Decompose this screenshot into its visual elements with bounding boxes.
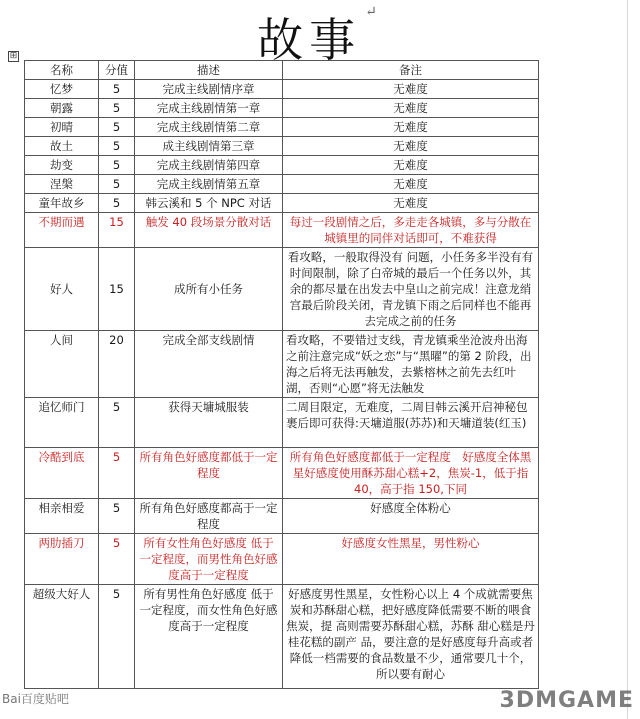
cell-score: 20 — [99, 331, 135, 398]
cell-desc: 完成主线剧情第一章 — [135, 99, 283, 118]
table-move-handle-icon[interactable]: ⊞ — [9, 51, 18, 61]
table-body — [25, 61, 539, 689]
cell-score: 5 — [99, 398, 135, 448]
cell-desc: 所有角色好感度都低于一定程度 — [135, 448, 283, 499]
cell-desc: 成主线剧情第三章 — [135, 137, 283, 156]
cell-score: 5 — [99, 585, 135, 689]
achievement-table — [24, 60, 539, 689]
cell-name: 朝露 — [25, 99, 99, 118]
title-text: 故事 — [257, 13, 362, 67]
cell-note: 无难度 — [283, 99, 539, 118]
cell-score: 5 — [99, 175, 135, 194]
cell-desc: 完成全部支线剧情 — [135, 331, 283, 398]
table-row — [25, 80, 539, 99]
cell-note: 无难度 — [283, 156, 539, 175]
cell-note: 无难度 — [283, 194, 539, 213]
cell-name: 相亲相爱 — [25, 499, 99, 534]
cell-name: 追忆师门 — [25, 398, 99, 448]
table-row — [25, 194, 539, 213]
cell-name: 劫变 — [25, 156, 99, 175]
cell-note: 无难度 — [283, 137, 539, 156]
cell-desc: 完成主线剧情序章 — [135, 80, 283, 99]
cell-desc: 完成主线剧情第五章 — [135, 175, 283, 194]
cell-score: 5 — [99, 448, 135, 499]
cell-score: 5 — [99, 137, 135, 156]
cell-note: 无难度 — [283, 118, 539, 137]
table-row — [25, 585, 539, 689]
cell-score: 15 — [99, 248, 135, 331]
cell-note: 好感度全体粉心 — [283, 499, 539, 534]
cell-note: 所有角色好感度都低于一定程度 好感度全体黑星好感度使用酥苏甜心糕+2，焦炭-1，低于指 40，高于指 150,下同 — [283, 448, 539, 499]
table-row — [25, 448, 539, 499]
page-edge-line — [627, 0, 628, 719]
table-row — [25, 248, 539, 331]
cell-desc: 获得天墉城服装 — [135, 398, 283, 448]
cell-note: 无难度 — [283, 175, 539, 194]
cell-note: 好感度女性黑星，男性粉心 — [283, 534, 539, 585]
cell-score: 5 — [99, 99, 135, 118]
cell-note: 看攻略，不要错过支线，青龙镇乘坐沧波舟出海之前注意完成“妖之恋”与“黑曜”的第 2 阶段，出海之后将无法再触发，去紫榕林之前先去红叶湖，否则“心愿”将无法触发 — [283, 331, 539, 398]
cell-name: 好人 — [25, 248, 99, 331]
cell-desc: 所有女性角色好感度 低于一定程度，而男性角色好感度高于一定程度 — [135, 534, 283, 585]
cell-note: 好感度男性黑星，女性粉心以上 4 个成就需要焦炭和苏酥甜心糕，把好感度降低需要不断的喂食焦炭，提 高则需要苏酥甜心糕，苏酥 甜心糕是丹桂花糕的副产 品，要注意的是好感度每升高或者降低一档需要的食品数量不少，通常要几十个，所以要有耐心 — [283, 585, 539, 689]
cell-score: 5 — [99, 80, 135, 99]
cell-name: 涅槃 — [25, 175, 99, 194]
cell-desc: 完成主线剧情第二章 — [135, 118, 283, 137]
cell-desc: 韩云溪和 5 个 NPC 对话 — [135, 194, 283, 213]
table-row — [25, 99, 539, 118]
cell-name: 忆梦 — [25, 80, 99, 99]
table-row — [25, 331, 539, 398]
cell-desc: 所有角色好感度都高于一定程度 — [135, 499, 283, 534]
baidu-watermark: Bai百度贴吧 — [2, 692, 69, 706]
cell-name: 冷酷到底 — [25, 448, 99, 499]
cell-name: 故土 — [25, 137, 99, 156]
cell-note: 二周目限定，无难度，二周目韩云溪开启神秘包裹后即可获得:天墉道服(苏苏)和天墉道装(红玉) — [283, 398, 539, 448]
paragraph-mark: ↵ — [365, 4, 383, 20]
header-note: 备注 — [283, 61, 539, 80]
cell-name: 超级大好人 — [25, 585, 99, 689]
cell-note: 无难度 — [283, 80, 539, 99]
table-row — [25, 534, 539, 585]
cell-name: 两肋插刀 — [25, 534, 99, 585]
cell-desc: 完成主线剧情第四章 — [135, 156, 283, 175]
table-row — [25, 499, 539, 534]
table-header-row — [25, 61, 539, 80]
cell-score: 5 — [99, 118, 135, 137]
cell-score: 5 — [99, 534, 135, 585]
table-row — [25, 213, 539, 248]
3dmgame-logo: 3DMGAME — [499, 688, 634, 713]
cell-note: 看攻略，一般取得没有 问题，小任务多半没有有时间限制，除了白帝城的最后一个任务以外，其余的都尽量在出发去中皇山之前完成！注意龙绡宫最后阶段关闭，青龙镇下雨之后同样也不能再去完成之前的任务 — [283, 248, 539, 331]
cell-score: 15 — [99, 213, 135, 248]
cell-name: 童年故乡 — [25, 194, 99, 213]
cell-name: 初晴 — [25, 118, 99, 137]
header-score: 分值 — [99, 61, 135, 80]
table-row — [25, 137, 539, 156]
cell-name: 不期而遇 — [25, 213, 99, 248]
table-row — [25, 398, 539, 448]
cell-note: 每过一段剧情之后，多走走各城镇，多与分散在城镇里的同伴对话即可，不难获得 — [283, 213, 539, 248]
header-desc: 描述 — [135, 61, 283, 80]
cell-desc: 触发 40 段场景分散对话 — [135, 213, 283, 248]
cell-score: 5 — [99, 194, 135, 213]
table-row — [25, 156, 539, 175]
cell-score: 5 — [99, 499, 135, 534]
table-row — [25, 118, 539, 137]
cell-name: 人间 — [25, 331, 99, 398]
table-row — [25, 175, 539, 194]
cell-desc: 成所有小任务 — [135, 248, 283, 331]
header-name: 名称 — [25, 61, 99, 80]
cell-desc: 所有男性角色好感度 低于一定程度，而女性角色好感度高于一定程度 — [135, 585, 283, 689]
cell-score: 5 — [99, 156, 135, 175]
